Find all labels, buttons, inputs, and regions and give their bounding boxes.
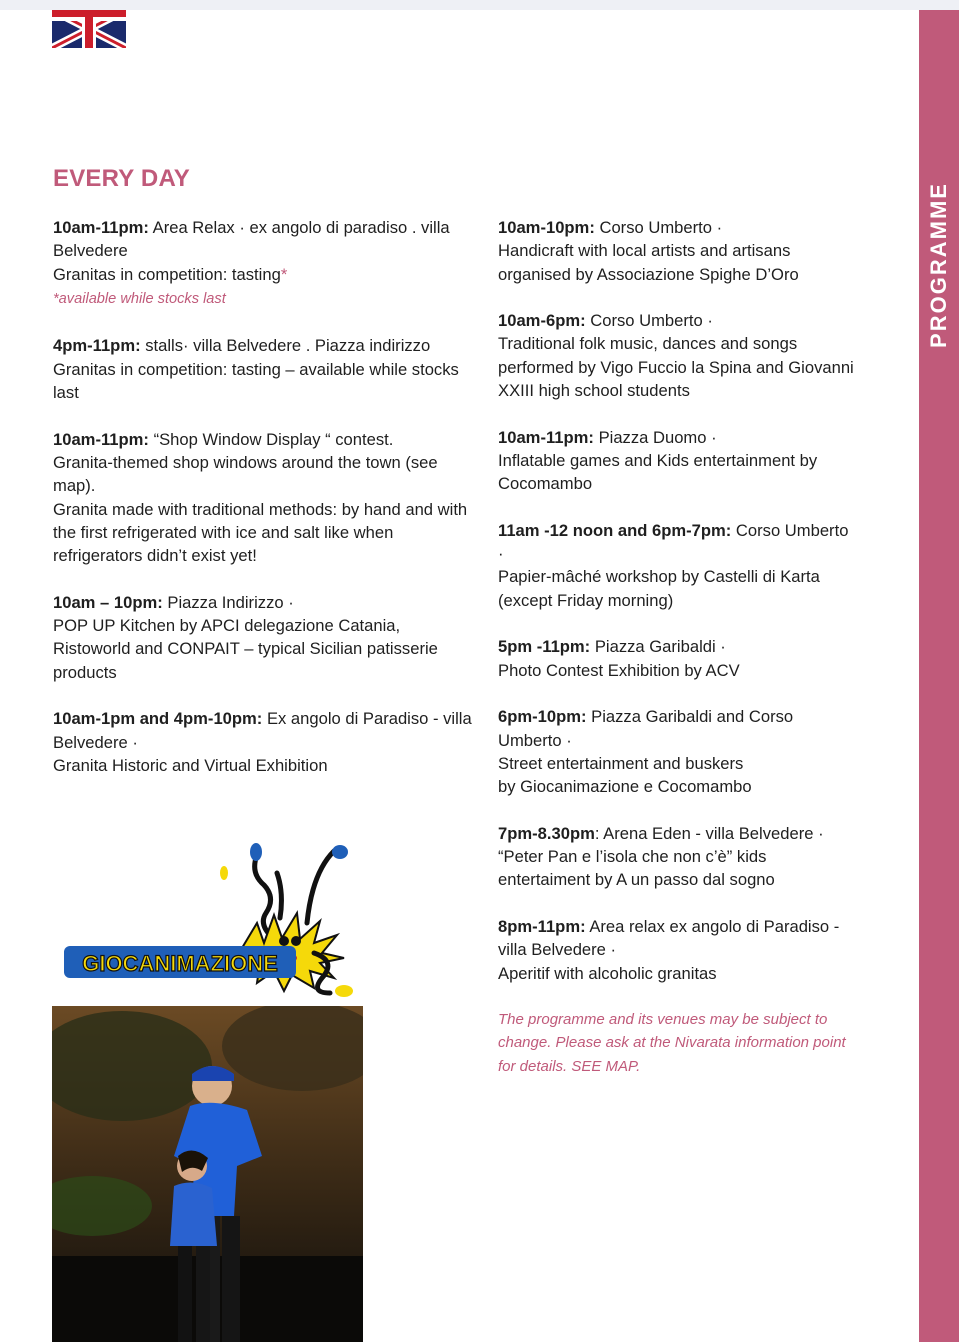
page-heading: EVERY DAY [53,165,190,192]
programme-footnote: The programme and its venues may be subject to change. Please ask at the Nivarata information point for details. SEE MAP. [498,1011,846,1075]
entry-time: 10am-11pm: [498,427,594,447]
schedule-entry [53,334,478,404]
entry-time: 11am -12 noon and 6pm-7pm: [498,520,732,540]
entry-description: Handicraft with local artists and artisans organised by Associazione Spighe D’Oro [498,241,799,284]
entry-venue: Corso Umberto · [498,520,849,564]
schedule-entry [53,428,478,568]
entry-description: Granita made with traditional methods: by hand and with the first refrigerated with ice and salt like when refrigerators didn’t exist yet! [53,499,468,566]
schedule-entry [498,519,858,612]
entry-venue: Piazza Garibaldi · [594,637,726,657]
logo-wordmark: GIOCANIMAZIONE [82,951,278,976]
entry-time: 4pm-11pm: [53,336,141,356]
schedule-entry [53,216,478,311]
entry-time: 10am-10pm: [498,218,595,237]
entry-venue: stalls· villa Belvedere . Piazza indirizzo [145,336,431,356]
schedule-entry [53,707,478,777]
entry-description: POP UP Kitchen by APCI delegazione Catania, Ristoworld and CONPAIT – typical Sicilian patisserie products [53,616,438,682]
schedule-entry [498,216,858,286]
entry-description: Street entertainment and buskers [498,753,744,773]
entry-venue: Area relax ex angolo di Paradiso - villa Belvedere · [498,916,840,960]
entry-time: 10am – 10pm: [53,592,163,612]
entry-description: Granitas in competition: tasting – available while stocks last [53,359,459,403]
sidebar-label: PROGRAMME [926,182,951,348]
schedule-entry [498,426,858,496]
entry-venue: : Arena Eden - villa Belvedere · [594,823,824,843]
performers-photo [52,1006,363,1342]
entry-time: 10am-11pm: [53,218,149,237]
entry-time: 10am-6pm: [498,311,586,331]
entry-time: 7pm-8.30pm [498,823,595,843]
right-column [498,216,858,1093]
schedule-entry [498,705,858,798]
entry-venue: Ex angolo di Paradiso - villa Belvedere · [53,709,472,752]
entry-time: 5pm -11pm: [498,637,591,657]
entry-venue: “Shop Window Display “ contest. [153,429,394,449]
entry-description: by Giocanimazione e Cocomambo [498,777,752,797]
schedule-entry [53,591,478,684]
entry-venue: Piazza Duomo · [598,427,717,447]
entry-venue: Corso Umberto · [599,218,723,237]
entry-description: Photo Contest Exhibition by ACV [498,660,740,680]
asterisk-mark: * [280,264,288,284]
stock-note: *available while stocks last [53,290,226,307]
entry-venue: Piazza Indirizzo · [167,592,294,612]
giocanimazione-logo [52,843,364,1003]
top-bar [0,0,959,10]
schedule-entry [498,635,858,682]
entry-venue: Piazza Garibaldi and Corso Umberto · [498,707,794,750]
entry-time: 6pm-10pm: [498,707,587,727]
entry-description: Inflatable games and Kids entertainment by Cocomambo [498,450,818,494]
entry-description: Aperitif with alcoholic granitas [498,963,717,983]
entry-description: Granita Historic and Virtual Exhibition [53,755,328,775]
left-column [53,216,478,800]
entry-description: Granitas in competition: tasting [53,264,281,284]
schedule-entry [498,915,858,985]
schedule-entry [498,822,858,892]
uk-flag-icon [52,10,126,48]
schedule-entry [498,309,858,402]
entry-time: 10am-1pm and 4pm-10pm: [53,709,263,729]
entry-description: Granita-themed shop windows around the town (see map). [53,452,438,496]
entry-description: “Peter Pan e l’isola che non c’è” kids entertaiment by A un passo dal sogno [498,847,775,890]
programme-sidebar [919,10,959,1342]
entry-description: Papier-mâché workshop by Castelli di Karta (except Friday morning) [498,567,820,610]
entry-venue: Area Relax · ex angolo di paradiso . villa Belvedere [53,218,450,261]
entry-description: Traditional folk music, dances and songs performed by Vigo Fuccio la Spina and Giovanni XXIII high school students [498,334,854,401]
entry-time: 8pm-11pm: [498,916,586,936]
entry-venue: Corso Umberto · [590,311,713,331]
entry-time: 10am-11pm: [53,429,149,449]
